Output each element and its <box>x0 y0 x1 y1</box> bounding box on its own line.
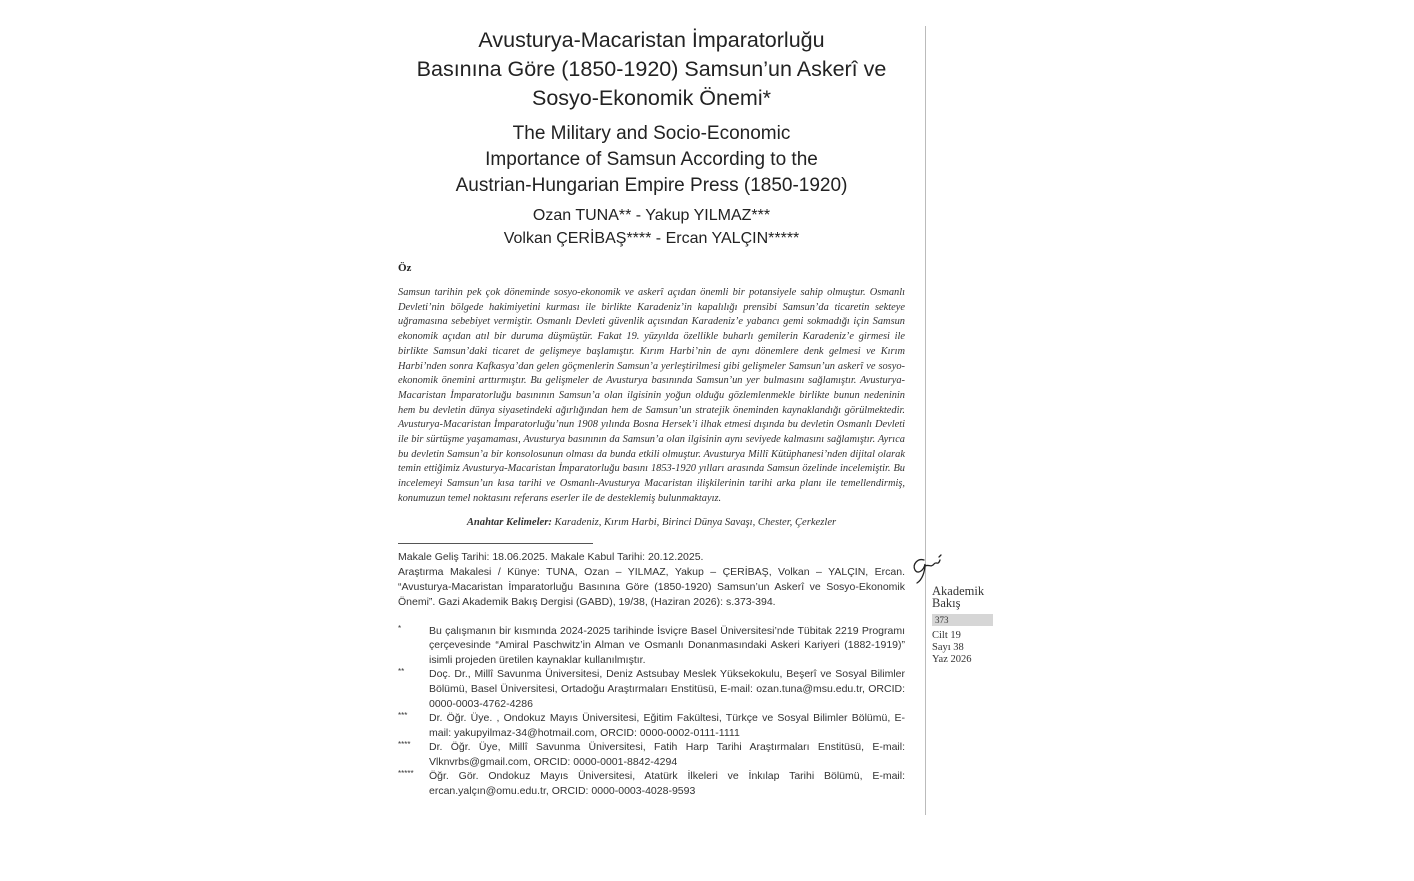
footnote <box>398 667 905 711</box>
title-en-line: The Military and Socio-Economic <box>512 123 791 144</box>
footnote-mark: **** <box>398 740 411 750</box>
page-number: 373 <box>932 614 993 626</box>
title-en-line: Austrian-Hungarian Empire Press (1850-1920) <box>455 175 848 196</box>
keywords-label: Anahtar Kelimeler: <box>466 516 552 528</box>
title-english <box>398 121 905 199</box>
footnote-text: Öğr. Gör. Ondokuz Mayıs Üniversitesi, Atatürk İlkeleri ve İnkılap Tarihi Bölümü, E-mail: ercan.yalçın@omu.edu.tr, ORCID: 0000-0003-4028-9593 <box>429 770 905 798</box>
issue-info <box>932 630 971 666</box>
title-en-line: Importance of Samsun According to the <box>485 149 818 170</box>
volume: Cilt 19 <box>932 630 961 641</box>
footnote-mark: *** <box>398 711 408 721</box>
footnotes <box>398 624 905 799</box>
footnote-text: Dr. Öğr. Üye. , Ondokuz Mayıs Üniversitesi, Eğitim Fakültesi, Türkçe ve Sosyal Bilimler Bölümü, E-mail: yakupyilmaz-34@hotmail.com, ORCID: 0000-0002-0111-1111 <box>429 712 905 739</box>
authors-line: Volkan ÇERİBAŞ**** - Ercan YALÇIN***** <box>503 229 800 247</box>
keywords-list: Karadeniz, Kırım Harbi, Birinci Dünya Savaşı, Chester, Çerkezler <box>554 516 837 528</box>
authors <box>398 205 905 250</box>
article-dates: Makale Geliş Tarihi: 18.06.2025. Makale Kabul Tarihi: 20.12.2025. <box>398 550 704 563</box>
journal-name-line: Bakış <box>932 596 961 610</box>
title-tr-line: Sosyo-Ekonomik Önemi* <box>532 86 771 110</box>
authors-line: Ozan TUNA** - Yakup YILMAZ*** <box>532 207 771 224</box>
abstract-text: Samsun tarihin pek çok döneminde sosyo-ekonomik ve askerî açıdan önemli bir potansiyele sahip olmuştur. Osmanlı Devleti’nin bölgede hakimiyetini kurması ile birlikte Karadeniz’in kapalılığı prensibi Samsun’da ticaretin sekteye uğramasına sebebiyet vermiştir. Osmanlı Devleti güvenlik açısından Karadeniz’e yabancı gemi sokmadığı için Samsun ekonomik açıdan atıl bir duruma düşmüştür. Fakat 19. yüzyılda özellikle buharlı gemilerin Karadeniz’e girmesi ile birlikte Samsun’daki ticaret de gelişmeye başlamıştır. Kırım Harbi’nin de aynı dönemlere denk gelmesi ve Kırım Harbi’nden sonra Kafkasya’dan gelen göçmenlerin Samsun’a yerleştirilmesi gibi gelişmeler Samsun’un askerî ve sosyo-ekonomik önemini arttırmıştır. Bu gelişmeler de Avusturya basınında Samsun’un yer bulmasını sağlamıştır. Avusturya-Macaristan İmparatorluğu basınının Samsun’a olan ilgisinin yoğun olduğu gözlemlenmekle birlikte bunun nedeninin hem bu devletin dünya siyasetindeki ağırlığından hem de Samsun’un stratejik öneminden kaynaklandığı görülmektedir. Avusturya-Macaristan İmparatorluğu’nun 1908 yılında Bosna Hersek’i ilhak etmesi dışında bu devletin Osmanlı Devleti ile bir sürtüşme yaşamaması, Avusturya basınının da Samsun’a olan ilgisinin aynı seviyede kalmasını sağlamıştır. Ayrıca bu devletin Samsun’a bir konsolosunun olması da bunda etkili olmuştur. Avusturya Millî Kütüphanesi’nden dijital olarak temin ettiğimiz Avusturya-Macaristan İmparatorluğu basını 1853-1920 yılları arasında Samsun özelinde incelemiştir. Bu incelemeyi Samsun’un kısa tarihi ve Osmanlı-Avusturya Macaristan ilişkilerinin tarihi arka planı ile temellendirmiş, konumuzun temel noktasını referans eserler ile de desteklemiş bulunmaktayız. <box>398 287 905 504</box>
footnote-divider <box>398 543 593 544</box>
footnote-text: Bu çalışmanın bir kısmında 2024-2025 tarihinde İsviçre Basel Üniversitesi’nde Tübitak 2219 Programı çerçevesinde “Amiral Paschwitz’in Alman ve Osmanlı Donanmasındaki Askeri Kariyeri (1882-1919)” isimli projeden üretilen kaynaklar kullanılmıştır. <box>429 624 905 666</box>
footnote <box>398 711 905 740</box>
issue-number: Sayı 38 <box>932 642 964 653</box>
abstract-heading: Öz <box>398 262 412 274</box>
keywords <box>398 517 905 528</box>
margin-rule <box>925 26 926 815</box>
title-tr-line: Basınına Göre (1850-1920) Samsun’un Askerî ve <box>416 57 887 81</box>
title-turkish <box>398 26 905 113</box>
journal-logo-icon <box>910 552 946 586</box>
article-citation: Araştırma Makalesi / Künye: TUNA, Ozan – YILMAZ, Yakup – ÇERİBAŞ, Volkan – YALÇIN, Ercan. “Avusturya-Macaristan İmparatorluğu Basınına Göre (1850-1920) Samsun’un Askerî ve Sosyo-Ekonomik Önemi”. Gazi Akademik Bakış Dergisi (GABD), 19/38, (Haziran 2026): s.373-394. <box>398 565 905 608</box>
footnote <box>398 624 905 668</box>
footnote-text: Doç. Dr., Millî Savunma Üniversitesi, Deniz Astsubay Meslek Yüksekokulu, Beşerî ve Sosyal Bilimler Bölümü, Basel Üniversitesi, Ortadoğu Araştırmaları Enstitüsü, E-mail: ozan.tuna@msu.edu.tr, ORCID: 0000-0003-4762-4286 <box>429 668 905 710</box>
footnote-text: Dr. Öğr. Üye, Millî Savunma Üniversitesi, Fatih Harp Tarihi Araştırmaları Enstitüsü, E-mail: Vlknvrbs@gmail.com, ORCID: 0000-0001-8842-4294 <box>429 741 905 768</box>
season: Yaz 2026 <box>932 654 972 665</box>
footnote <box>398 740 905 769</box>
footnote-mark: ** <box>398 667 405 677</box>
article-page <box>398 26 905 799</box>
footnote <box>398 769 905 798</box>
journal-name-line: Akademik <box>932 584 985 598</box>
footnote-mark: * <box>398 623 402 633</box>
title-tr-line: Avusturya-Macaristan İmparatorluğu <box>478 28 825 52</box>
footnote-mark: ***** <box>398 769 414 779</box>
journal-name <box>932 585 984 609</box>
